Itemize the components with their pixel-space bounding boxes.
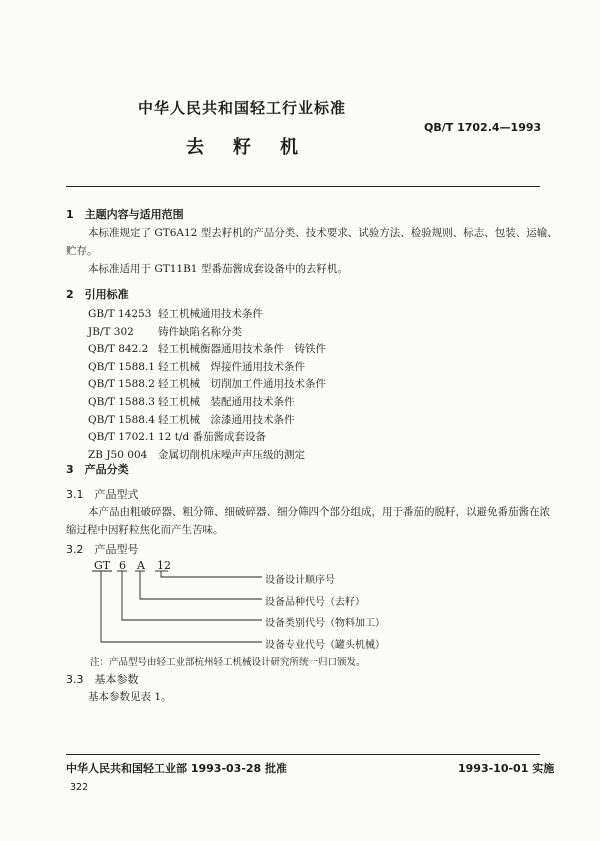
model-part-gt: GT [94,559,111,572]
page-title: 去籽机 [186,137,327,158]
section-3-1-para-2: 缩过程中因籽粒焦化而产生苦味。 [66,524,224,536]
reference-item: QB/T 1588.1 轻工机械 焊接件通用技术条件 [88,360,305,373]
section-1-heading: 1 主题内容与适用范围 [66,208,184,221]
section-3-heading: 3 产品分类 [66,463,129,476]
reference-item: QB/T 1588.4 轻工机械 涂漆通用技术条件 [88,413,295,426]
model-part-12: 12 [157,559,171,572]
section-3-3-heading: 3.3 基本参数 [66,673,139,686]
section-1-para-1: 本标准规定了 GT6A12 型去籽机的产品分类、技术要求、试验方法、检验规则、标志、包装、运输、 [88,227,558,239]
model-label-specialty: 设备专业代号（罐头机械） [265,640,385,651]
section-3-3-para: 基本参数见表 1。 [88,691,172,703]
reference-item: QB/T 1702.1 12 t/d 番茄酱成套设备 [88,431,267,444]
implementation-date: 1993-10-01 实施 [458,762,555,775]
footer-rule [66,754,540,755]
section-3-1-heading: 3.1 产品型式 [66,488,139,501]
section-3-1-para-1: 本产品由粗破碎器、粗分筛、细破碎器、细分筛四个部分组成，用于番茄的脱籽，以避免番茄酱在浓 [88,506,550,518]
model-note: 注：产品型号由轻工业部杭州轻工机械设计研究所统一归口颁发。 [90,657,366,668]
section-3-2-heading: 3.2 产品型号 [66,543,139,556]
model-label-design-seq: 设备设计顺序号 [265,575,335,586]
issuing-authority: 中华人民共和国轻工行业标准 [138,99,347,117]
model-label-variety: 设备品种代号（去籽） [265,597,365,608]
reference-item: ZB J50 004 金属切削机床噪声声压级的测定 [88,448,305,461]
model-part-a: A [137,559,145,572]
reference-item: QB/T 1588.2 轻工机械 切削加工件通用技术条件 [88,378,326,391]
section-2-heading: 2 引用标准 [66,288,129,301]
standard-code: QB/T 1702.4—1993 [424,121,542,134]
section-1-para-2: 本标准适用于 GT11B1 型番茄酱成套设备中的去籽机。 [88,263,348,275]
section-1-para-1-cont: 贮存。 [66,245,98,257]
model-part-6: 6 [119,559,126,572]
reference-item: GB/T 14253 轻工机械通用技术条件 [88,308,263,320]
reference-item: QB/T 1588.3 轻工机械 装配通用技术条件 [88,395,295,408]
reference-item: JB/T 302 铸件缺陷名称分类 [88,325,242,338]
model-label-category: 设备类别代号（物料加工） [265,618,385,629]
reference-item: QB/T 842.2 轻工机械衡器通用技术条件 铸铁件 [88,343,326,356]
approval-line: 中华人民共和国轻工业部 1993-03-28 批准 [66,762,288,775]
page-number: 322 [70,782,89,793]
